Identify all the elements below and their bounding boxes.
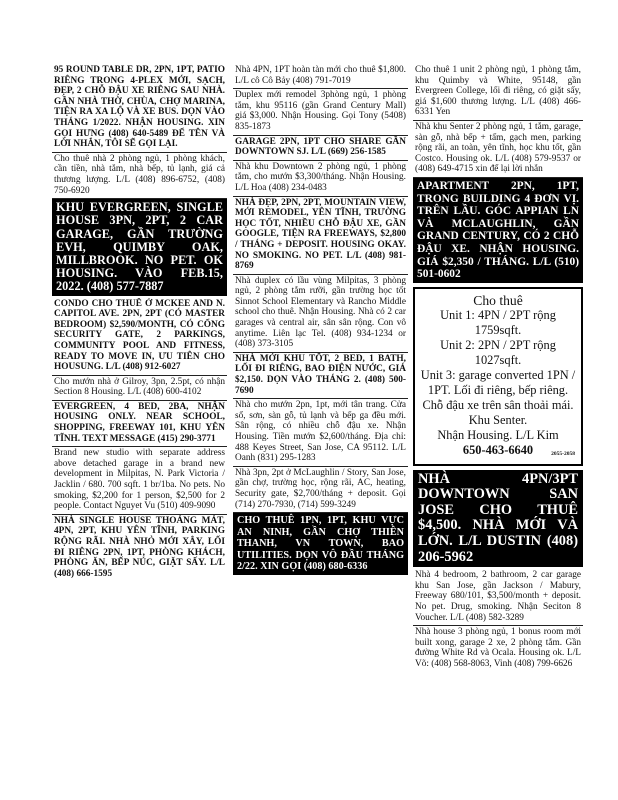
classified-ad-highlight: CHO THUÊ 1PN, 1PT, KHU VỰC AN NINH, GẦN CHỢ THIÊN THANH, VN TOWN, BAO UTILITIES. DỌN VÔ ĐẦU THÁNG 2/22. XIN GỌI (408) 680-6336	[233, 513, 408, 575]
classified-ad: Nhà cho mướn 2pn, 1pt, mới tân trang. Cửa sổ, sơn, sàn gỗ, tủ lạnh và bếp ga đều mới. Sân rộng, có nhiều chỗ đậu xe. Nhận Housing. Tiền mướn $2,600/tháng. Địa chỉ: 488 Keyes Street, San Jose, CA 95112. L/L Oanh (831) 295-1283	[233, 399, 408, 467]
box-unit-3: Unit 3: garage converted 1PN / 1PT. Lối đi riêng, bếp riêng. Chỗ đậu xe trên sân thoải mái.	[420, 367, 576, 412]
box-area: Khu Senter.	[468, 412, 528, 427]
classified-ad: Nhà house 3 phòng ngủ, 1 bonus room mới built xong, garage 2 xe, 2 phòng tắm. Gần đường White Rd và Ocala. Housing ok. L/L Võ: (408) 568-8063, Vinh (408) 799-6626	[415, 627, 581, 669]
classified-ad: Cho thuê nhà 2 phòng ngủ, 1 phòng khách, cần tiền, nhà tắm, nhà bếp, tủ lạnh, giá cả thương lượng. L/L (408) 896-6752, (408) 750-6920	[52, 153, 227, 199]
box-unit-1: Unit 1: 4PN / 2PT rộng 1759sqft.	[440, 307, 556, 337]
classified-ad: NHÀ SINGLE HOUSE THOÁNG MÁT, 4PN, 2PT, KHU YÊN TĨNH, PARKING RỘNG RÃI. NHÀ NHỎ MỚI XÂY, LỐI ĐI RIÊNG 2PN, 1PT, PHÒNG KHÁCH, PHÒNG ĂN, BẾP NÚC, GIẶT SẤY. L/L (408) 666-1595	[54, 515, 225, 579]
classified-ad: Nhà 4 bedroom, 2 bathroom, 2 car garage khu San Jose, gần Jackson / Mabury, Freeway 680/101, $3,500/month + deposit. No pet. Drug, smoking. Nhận Seciton 8 Voucher. L/L (408) 582-3289	[413, 569, 583, 626]
classified-ad-highlight: KHU EVERGREEN, SINGLE HOUSE 3PN, 2PT, 2 CAR GARAGE, GẦN TRƯỜNG EVH, QUIMBY OAK, MILLBROOK. NO PET. OK HOUSING. VÀO FEB.15, 2022. (408) 577-7887	[52, 199, 227, 295]
classified-ad: CONDO CHO THUÊ Ở MCKEE AND N. CAPITOL AVE. 2PN, 2PT (CÓ MASTER BEDROOM) $2,590/MONTH, CÓ CỔNG SECURITY GATE, 2 PARKINGS, COMMUNITY POOL AND FITNESS, READY TO MOVE IN, ƯU TIÊN CHO HOUSUNG. L/L (408) 912-6027	[52, 298, 227, 376]
classified-ad: Nhà khu Senter 2 phòng ngủ, 1 tắm, garage, sàn gỗ, nhà bếp + tấm, gạch men, parking rộng rãi, an toàn, yên tĩnh, học khu tốt, gần Costco. Housing ok. L/L (408) 579-9537 or (408) 649-4715 xin để lại lời nhắn	[413, 121, 583, 178]
classified-ad: Nhà duplex có lầu vùng Milpitas, 3 phòng ngủ, 2 phòng tắm rưỡi, gần trường học tốt Sinnot School Elementary và Rancho Middle school cho thuê. Nhận Housing. Nhà có 2 car garages và central air, sân sân rộng. Con vô anytime. Liên lạc Tel. (408) 934-1234 or (408) 373-3105	[233, 275, 408, 353]
box-contact: Nhận Housing. L/L Kim	[437, 427, 559, 442]
classified-ad: 95 ROUND TABLE DR, 2PN, 1PT, PATIO RIÊNG TRONG 4-PLEX MỚI, SẠCH, ĐẸP, 2 CHỖ ĐẬU XE RIÊNG SAU NHÀ. GẦN NHÀ THỜ, CHÙA, CHỢ MARINA, TIỆN RA XA LỘ VÀ XE BUS. DỌN VÀO THÁNG 1/2022. NHẬN HOUSING. XIN GỌI HƯNG (408) 640-5489 ĐỂ TÊN VÀ LỜI NHẮN, TÔI SẼ GỌI LẠI.	[52, 64, 227, 153]
classified-ad: Nhà 3pn, 2pt ở McLaughlin / Story, San Jose, gần chợ, trường học, rộng rãi, AC, heating, Security gate, $2,700/tháng + deposit. Gọi (714) 270-7930, (714) 599-3249	[233, 467, 408, 513]
classified-ad: EVERGREEN, 4 BED, 2BA, NHẬN HOUSING ONLY. NEAR SCHOOL, SHOPPING, FREEWAY 101, KHU YÊN TĨNH. TEXT MESSAGE (415) 290-3771	[52, 401, 227, 447]
box-code: 2055-2058	[551, 450, 575, 457]
box-title: Cho thuê	[473, 292, 523, 308]
classified-ad: Nhà khu Downtown 2 phòng ngủ, 1 phòng tắm, cho mướn $3,300/tháng. Nhận Housing. L/L Hoa (408) 234-0483	[233, 161, 408, 197]
classified-ad-highlight: NHÀ 4PN/3PT DOWNTOWN SAN JOSE CHO THUÊ $4,500. NHÀ MỚI VÀ LỚN. L/L DUSTIN (408) 206-5962	[413, 470, 583, 568]
column-1	[52, 64, 227, 581]
classified-ad: Nhà 4PN, 1PT hoàn tàn mới cho thuê $1,800. L/L cô Cô Bảy (408) 791-7019	[233, 64, 408, 89]
box-phone: 650-463-6640	[462, 442, 534, 457]
classified-ad-highlight: APARTMENT 2PN, 1PT, TRONG BUILDING 4 ĐƠN VỊ. TRÊN LẦU. GÓC APPIAN LN VÀ MCLAUGHLIN, GẦN GRAND CENTURY, CÓ 2 CHỖ ĐẬU XE. NHẬN HOUSING. GIÁ $2,350 / THÁNG. L/L (510) 501-0602	[413, 178, 583, 283]
classified-ad: Cho mướn nhà ở Gilroy, 3pn, 2.5pt, có nhận Section 8 Housing. L/L (408) 600-4102	[52, 376, 227, 401]
column-2	[233, 64, 408, 577]
boxed-rental-ad	[413, 287, 583, 466]
classified-ad: Duplex mới remodel 3phòng ngủ, 1 phòng tắm, khu 95116 (gần Grand Century Mall) giá $3,000. Nhận Housing. Gọi Tony (5408) 835-1873	[233, 89, 408, 135]
classified-ad: NHÀ ĐẸP, 2PN, 2PT, MOUNTAIN VIEW, MỚI REMODEL, YÊN TĨNH, TRƯỜNG HỌC TỐT, NHIỀU CHỖ ĐẬU XE, GẦN GOOGLE, TIỆN RA FREEWAYS, $2,800 / THÁNG + DEPOSIT. HOUSING OKAY. NO SMOKING. NO PET. L/L (408) 981-8769	[233, 197, 408, 275]
box-unit-2: Unit 2: 2PN / 2PT rộng 1027sqft.	[440, 337, 556, 367]
column-3	[413, 64, 583, 672]
classified-ad: Brand new studio with separate address above detached garage in a brand new development in Milpitas, N. Park Victoria / Jacklin / 680. 700 sqft. 1 br/1ba. No pets. No smoking, $2,200 for 1 person, $2,500 for 2 people. Contact Nguyet Vu (510) 409-9090	[52, 447, 227, 515]
classified-ad: Cho thuê 1 unit 2 phòng ngủ, 1 phòng tắm, khu Quimby và White, 95148, gần Evergreen College, lối đi riêng, có giặt sấy, giá $1,600 thương lượng. L/L (408) 466-6331 Yen	[413, 64, 583, 121]
classified-ad: NHÀ MỚI KHU TỐT, 2 BED, 1 BATH, LỐI ĐI RIÊNG, BAO ĐIỆN NƯỚC, GIÁ $2,150. DỌN VÀO THÁNG 2. (408) 500-7690	[233, 353, 408, 399]
classified-ad: GARAGE 2PN, 1PT CHO SHARE GẦN DOWNTOWN SJ. L/L (669) 256-1585	[233, 136, 408, 161]
